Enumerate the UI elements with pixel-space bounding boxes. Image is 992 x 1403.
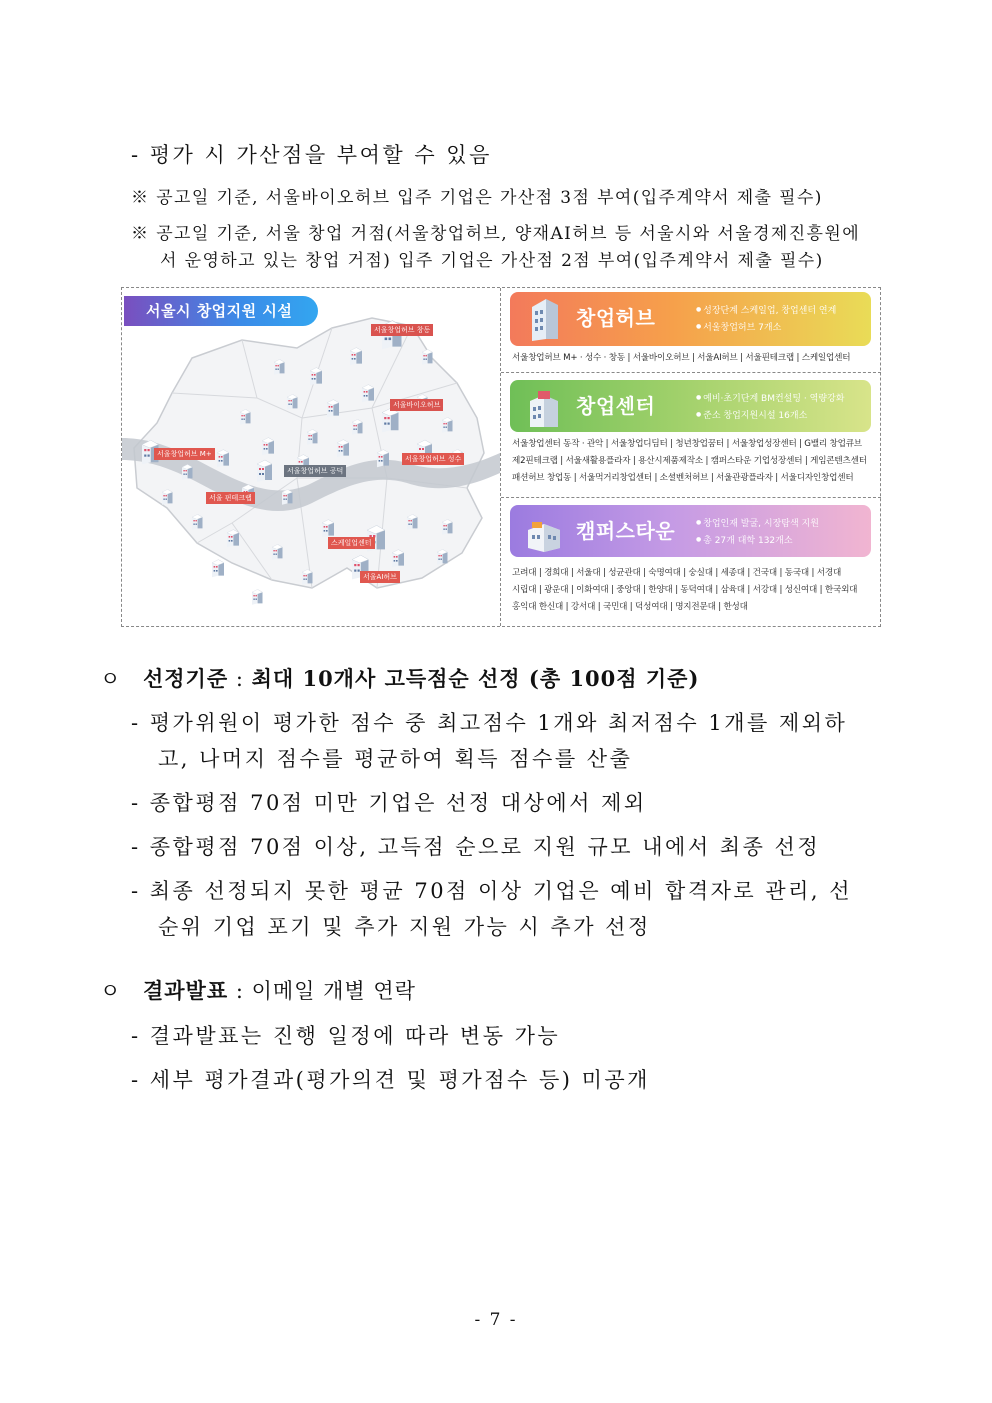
building-icon <box>337 440 349 458</box>
institution-line: 제2핀테크랩 | 서울새활용플라자 | 용산시제품제작소 | 캠퍼스타운 기업성장센터 | 게임콘텐츠센터 <box>512 456 867 466</box>
selection-item-4-line2: 순위 기업 포기 및 추가 지원 가능 시 추가 선정 <box>158 915 651 939</box>
hub-title: 창업허브 <box>576 306 656 330</box>
selection-item-3: - 종합평점 70점 이상, 고득점 순으로 지원 규모 내에서 최종 선정 <box>131 835 821 859</box>
hub-point: ● 성장단계 스케일업, 창업센터 연계 <box>696 302 836 319</box>
building-icon <box>352 419 363 434</box>
office-icon <box>524 383 564 431</box>
map-label-seongsu: 서울창업허브 성수 <box>402 453 464 465</box>
page-number: - 7 - <box>474 1310 518 1330</box>
institution-line: 서울창업센터 동작 · 관악 | 서울창업디딤터 | 청년창업꿈터 | 서울창업성장센터 | G밸리 창업큐브 <box>512 439 862 449</box>
campus-banner <box>510 505 871 557</box>
campus-point: ● 총 27개 대학 132개소 <box>696 532 819 549</box>
note-hub-bonus-line1: ※ 공고일 기준, 서울 창업 거점(서울창업허브, 양재AI허브 등 서울시와 서울경제진흥원에 <box>131 224 861 244</box>
map-label-gongdeok: 서울창업허브 공덕 <box>284 465 346 477</box>
building-icon <box>227 530 239 548</box>
institution-line: 고려대 | 경희대 | 서울대 | 성균관대 | 숙명여대 | 숭실대 | 세종대 | 건국대 | 동국대 | 서경대 <box>512 568 842 578</box>
panel-startup-center <box>501 373 881 498</box>
building-icon <box>240 409 251 424</box>
center-point: ● 준소 창업지원시설 16개소 <box>696 407 844 424</box>
building-icon <box>377 450 389 468</box>
building-icon <box>217 450 229 468</box>
campus-institutions <box>512 565 857 616</box>
building-icon <box>212 560 224 578</box>
building-icon <box>327 400 339 418</box>
selection-heading-text: 최대 10개사 고득점순 선정 (총 100점 기준) <box>251 666 700 691</box>
map-label-biohub: 서울바이오허브 <box>390 399 443 411</box>
building-icon <box>302 569 313 584</box>
map-label-scaleup: 스케일업센터 <box>328 537 375 549</box>
selection-heading-label: 선정기준 <box>142 666 229 691</box>
note-biohub-bonus: ※ 공고일 기준, 서울바이오허브 입주 기업은 가산점 3점 부여(입주계약서 제출 필수) <box>131 188 823 208</box>
seoul-startup-facilities-infographic <box>121 287 881 627</box>
result-item-1: - 결과발표는 진행 일정에 따라 변동 가능 <box>131 1024 561 1048</box>
hub-points <box>696 302 836 336</box>
hub-institutions <box>512 350 850 367</box>
building-icon <box>307 429 318 444</box>
institution-line: 패션허브 창업동 | 서울먹거리창업센터 | 소셜벤처허브 | 서울관광플라자 | 서울디자인창업센터 <box>512 473 854 483</box>
institution-line: 시립대 | 광운대 | 이화여대 | 중앙대 | 한양대 | 동덕여대 | 삼육대 | 서강대 | 성신여대 | 한국외대 <box>512 585 858 595</box>
selection-item-2: - 종합평점 70점 미만 기업은 선정 대상에서 제외 <box>131 791 647 815</box>
hub-point: ● 서울창업허브 7개소 <box>696 319 836 336</box>
building-icon <box>407 514 418 529</box>
bonus-points-line: - 평가 시 가산점을 부여할 수 있음 <box>131 143 492 167</box>
selection-heading <box>100 663 699 693</box>
seoul-map <box>122 288 501 626</box>
panel-campus-town <box>501 498 881 626</box>
building-icon <box>437 549 448 564</box>
campus-building-icon <box>524 508 564 556</box>
building-icon <box>350 348 362 366</box>
building-icon <box>182 464 193 479</box>
center-institutions <box>512 436 867 487</box>
building-icon <box>262 438 274 456</box>
map-title: 서울시 창업지원 시설 <box>124 296 318 326</box>
building-icon <box>392 550 404 568</box>
campus-title: 캠퍼스타운 <box>576 519 676 543</box>
campus-point: ● 창업인재 발굴, 시장탐색 지원 <box>696 515 819 532</box>
building-icon <box>524 295 564 343</box>
building-icon <box>252 589 263 604</box>
map-label-mplus: 서울창업허브 M+ <box>154 448 215 460</box>
heading-separator: : <box>228 979 252 1003</box>
building-icon <box>192 514 203 529</box>
center-title: 창업센터 <box>576 394 656 418</box>
heading-separator: : <box>228 667 252 691</box>
hub-banner <box>510 292 871 346</box>
building-icon <box>274 359 285 374</box>
institution-line: 서울창업허브 M+ · 성수 · 창동 | 서울바이오허브 | 서울AI허브 | 서울핀테크랩 | 스케일업센터 <box>512 353 851 363</box>
map-label-ai-hub: 서울AI허브 <box>360 571 400 583</box>
map-label-fintech: 서울 핀테크랩 <box>206 492 255 504</box>
bullet-marker: ㅇ <box>100 667 122 691</box>
building-icon <box>422 349 433 364</box>
building-icon <box>287 394 298 409</box>
building-icon <box>322 520 334 538</box>
selection-item-1-line2: 고, 나머지 점수를 평균하여 획득 점수를 산출 <box>158 747 633 771</box>
building-icon <box>362 385 374 403</box>
institution-line: 홍익대 한신대 | 강서대 | 국민대 | 덕성여대 | 명지전문대 | 한성대 <box>512 602 748 612</box>
center-point: ● 예비·초기단계 BM컨설팅 · 역량강화 <box>696 390 844 407</box>
center-banner <box>510 380 871 432</box>
campus-points <box>696 515 819 549</box>
selection-item-1-line1: - 평가위원이 평가한 점수 중 최고점수 1개와 최저점수 1개를 제외하 <box>131 711 848 735</box>
building-icon <box>442 417 453 432</box>
building-icon <box>162 489 173 504</box>
building-icon <box>272 544 283 559</box>
map-label-changdong: 서울창업허브 창동 <box>371 324 433 336</box>
result-heading-text: 이메일 개별 연락 <box>251 979 416 1003</box>
building-icon <box>282 489 293 504</box>
building-icon <box>310 368 322 386</box>
panel-startup-hub <box>501 288 881 373</box>
result-heading-label: 결과발표 <box>142 978 229 1003</box>
center-points <box>696 390 844 424</box>
bullet-marker: ㅇ <box>100 979 122 1003</box>
note-hub-bonus-line2: 서 운영하고 있는 창업 거점) 입주 기업은 가산점 2점 부여(입주계약서 제출 필수) <box>160 251 824 271</box>
building-icon <box>442 519 453 534</box>
building-icon <box>257 460 272 482</box>
selection-item-4-line1: - 최종 선정되지 못한 평균 70점 이상 기업은 예비 합격자로 관리, 선 <box>131 879 853 903</box>
result-heading <box>100 975 416 1005</box>
building-icon <box>382 408 399 432</box>
result-item-2: - 세부 평가결과(평가의견 및 평가점수 등) 미공개 <box>131 1068 650 1092</box>
